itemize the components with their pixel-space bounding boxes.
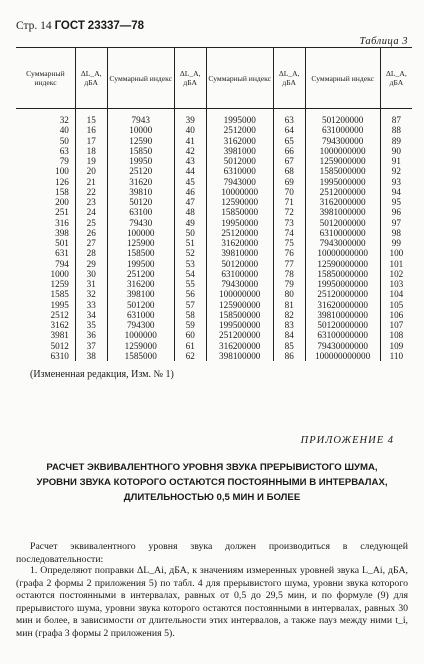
cell-total-index: 316200: [107, 279, 174, 289]
cell-total-index: 31620000000: [305, 300, 380, 310]
cell-total-index: 6310000: [206, 166, 273, 176]
cell-correction: 107: [380, 320, 412, 330]
cell-total-index: 12590000000: [305, 259, 380, 269]
cell-total-index: 199500000: [206, 320, 273, 330]
table-row: [16, 177, 412, 187]
cell-total-index: 50120000000: [305, 320, 380, 330]
cell-total-index: 631: [55, 248, 69, 259]
cell-total-index: 31620000: [206, 238, 273, 248]
cell-correction: 108: [380, 330, 412, 340]
cell-total-index: 158: [55, 186, 69, 197]
cell-total-index: 12590000: [206, 197, 273, 207]
cell-correction: 93: [380, 177, 412, 187]
cell-correction: 18: [75, 146, 107, 156]
table-row: [16, 269, 412, 279]
cell-total-index: 6310: [50, 350, 69, 361]
table-row: [16, 207, 412, 217]
cell-total-index: 3162000: [206, 136, 273, 146]
header-total-index: Суммарный индекс: [305, 48, 380, 109]
table-row: [16, 166, 412, 176]
cell-correction: 23: [75, 197, 107, 207]
cell-correction: 25: [75, 218, 107, 228]
cell-total-index: 794: [55, 258, 69, 269]
cell-total-index: 2512: [50, 309, 69, 320]
cell-correction: 66: [273, 146, 305, 156]
cell-correction: 46: [174, 187, 206, 197]
cell-total-index: 79430000000: [305, 341, 380, 351]
header-correction: ΔL_A, дБА: [273, 48, 305, 109]
cell-total-index: 6310000000: [305, 228, 380, 238]
cell-total-index: 158500000: [206, 310, 273, 320]
index-correction-table: [16, 47, 412, 361]
table-row: [16, 156, 412, 166]
header-total-index: Суммарный индекс: [107, 48, 174, 109]
cell-correction: 98: [380, 228, 412, 238]
cell-correction: 47: [174, 197, 206, 207]
table-row: [16, 238, 412, 248]
cell-correction: 16: [75, 125, 107, 135]
cell-total-index: 63100000: [206, 269, 273, 279]
cell-correction: 97: [380, 218, 412, 228]
cell-correction: 69: [273, 177, 305, 187]
cell-correction: 44: [174, 166, 206, 176]
cell-total-index: 63: [59, 145, 69, 156]
cell-correction: 32: [75, 289, 107, 299]
page-number: Стр. 14: [16, 20, 52, 32]
header-total-index: Суммарный индекс: [206, 48, 273, 109]
cell-correction: 64: [273, 125, 305, 135]
cell-total-index: 50120000: [206, 259, 273, 269]
cell-correction: 86: [273, 351, 305, 361]
table-row: [16, 125, 412, 135]
cell-correction: 33: [75, 300, 107, 310]
cell-correction: 22: [75, 187, 107, 197]
cell-correction: 79: [273, 279, 305, 289]
cell-total-index: 398100: [107, 289, 174, 299]
cell-total-index: 251: [55, 207, 69, 218]
cell-correction: 17: [75, 136, 107, 146]
cell-total-index: 1259000: [107, 341, 174, 351]
cell-correction: 51: [174, 238, 206, 248]
cell-total-index: 10000: [107, 125, 174, 135]
cell-total-index: 25120000000: [305, 289, 380, 299]
cell-total-index: 39810000: [206, 248, 273, 258]
page-header: [16, 20, 144, 32]
cell-correction: 57: [174, 300, 206, 310]
cell-correction: 49: [174, 218, 206, 228]
cell-correction: 45: [174, 177, 206, 187]
table-row: [16, 218, 412, 228]
cell-correction: 24: [75, 207, 107, 217]
table-row: [16, 248, 412, 258]
table-row: [16, 187, 412, 197]
appendix-label: ПРИЛОЖЕНИЕ 4: [300, 435, 394, 446]
cell-total-index: 3981000: [206, 146, 273, 156]
paragraph-intro: Расчет эквивалентного уровня звука должен производиться в следующей последовательности:: [16, 541, 408, 565]
table-row: [16, 300, 412, 310]
cell-total-index: 501200: [107, 300, 174, 310]
cell-total-index: 158500: [107, 248, 174, 258]
cell-total-index: 199500: [107, 259, 174, 269]
cell-correction: 88: [380, 125, 412, 135]
cell-total-index: 501: [55, 238, 69, 248]
section-title-line: РАСЧЕТ ЭКВИВАЛЕНТНОГО УРОВНЯ ЗВУКА ПРЕРЫВИСТОГО ШУМА,: [46, 462, 378, 473]
cell-total-index: 100000000000: [305, 351, 380, 361]
cell-total-index: 1259000000: [305, 156, 380, 166]
cell-correction: 96: [380, 207, 412, 217]
cell-total-index: 79: [59, 156, 69, 166]
cell-total-index: 40: [59, 125, 69, 136]
cell-correction: 48: [174, 207, 206, 217]
cell-total-index: 1000: [50, 268, 69, 279]
table-row: [16, 109, 412, 126]
cell-correction: 105: [380, 300, 412, 310]
cell-correction: 15: [75, 109, 107, 126]
cell-total-index: 15850: [107, 146, 174, 156]
cell-correction: 91: [380, 156, 412, 166]
cell-correction: 72: [273, 207, 305, 217]
cell-correction: 56: [174, 289, 206, 299]
table-row: [16, 330, 412, 340]
cell-correction: 89: [380, 136, 412, 146]
cell-total-index: 501200000: [305, 109, 380, 126]
cell-total-index: 200: [55, 197, 69, 207]
cell-total-index: 12590: [107, 136, 174, 146]
cell-correction: 65: [273, 136, 305, 146]
cell-correction: 76: [273, 248, 305, 258]
cell-total-index: 1995000000: [305, 177, 380, 187]
cell-total-index: 50: [59, 135, 69, 146]
cell-correction: 26: [75, 228, 107, 238]
section-title-line: ДЛИТЕЛЬНОСТЬЮ 0,5 МИН И БОЛЕЕ: [123, 492, 301, 503]
cell-total-index: 1000000: [107, 330, 174, 340]
cell-total-index: 2512000000: [305, 187, 380, 197]
cell-correction: 53: [174, 259, 206, 269]
table-row: [16, 320, 412, 330]
cell-total-index: 1585000000: [305, 166, 380, 176]
cell-correction: 102: [380, 269, 412, 279]
cell-total-index: 100: [55, 166, 69, 177]
cell-total-index: 1585: [50, 289, 69, 300]
cell-correction: 29: [75, 259, 107, 269]
cell-total-index: 5012: [50, 340, 69, 351]
cell-total-index: 794300: [107, 320, 174, 330]
cell-correction: 27: [75, 238, 107, 248]
cell-total-index: 15850000000: [305, 269, 380, 279]
table-row: [16, 310, 412, 320]
cell-total-index: 25120: [107, 166, 174, 176]
cell-correction: 59: [174, 320, 206, 330]
section-title-line: УРОВНИ ЗВУКА КОТОРОГО ОСТАЮТСЯ ПОСТОЯННЫМИ В ИНТЕРВАЛАХ,: [36, 477, 388, 488]
cell-total-index: 100000: [107, 228, 174, 238]
cell-correction: 63: [273, 109, 305, 126]
cell-total-index: 251200000: [206, 330, 273, 340]
cell-correction: 60: [174, 330, 206, 340]
cell-correction: 103: [380, 279, 412, 289]
cell-total-index: 39810000000: [305, 310, 380, 320]
cell-total-index: 19950: [107, 156, 174, 166]
cell-total-index: 63100: [107, 207, 174, 217]
cell-total-index: 15850000: [206, 207, 273, 217]
cell-total-index: 2512000: [206, 125, 273, 135]
cell-correction: 99: [380, 238, 412, 248]
table-row: [16, 259, 412, 269]
table-row: [16, 279, 412, 289]
cell-correction: 41: [174, 136, 206, 146]
cell-correction: 28: [75, 248, 107, 258]
cell-correction: 58: [174, 310, 206, 320]
cell-total-index: 631000: [107, 310, 174, 320]
cell-total-index: 63100000000: [305, 330, 380, 340]
header-total-index: Суммарный индекс: [16, 48, 75, 109]
cell-total-index: 1000000000: [305, 146, 380, 156]
cell-total-index: 7943000: [206, 177, 273, 187]
cell-correction: 84: [273, 330, 305, 340]
table-caption: Таблица 3: [359, 36, 408, 47]
cell-total-index: 125900: [107, 238, 174, 248]
cell-correction: 43: [174, 156, 206, 166]
cell-total-index: 19950000000: [305, 279, 380, 289]
table-row: [16, 197, 412, 207]
cell-total-index: 631000000: [305, 125, 380, 135]
cell-total-index: 3981: [50, 330, 69, 341]
cell-total-index: 79430: [107, 218, 174, 228]
cell-correction: 37: [75, 341, 107, 351]
cell-total-index: 10000000: [206, 187, 273, 197]
cell-total-index: 1585000: [107, 351, 174, 361]
cell-total-index: 1995000: [206, 109, 273, 126]
cell-total-index: 251200: [107, 269, 174, 279]
cell-correction: 100: [380, 248, 412, 258]
cell-total-index: 126: [55, 176, 69, 187]
cell-total-index: 25120000: [206, 228, 273, 238]
cell-total-index: 7943000000: [305, 238, 380, 248]
cell-correction: 90: [380, 146, 412, 156]
cell-correction: 52: [174, 248, 206, 258]
cell-total-index: 316200000: [206, 341, 273, 351]
table-row: [16, 341, 412, 351]
cell-total-index: 5012000000: [305, 218, 380, 228]
cell-correction: 30: [75, 269, 107, 279]
cell-correction: 80: [273, 289, 305, 299]
cell-correction: 31: [75, 279, 107, 289]
cell-total-index: 31620: [107, 177, 174, 187]
cell-total-index: 1995: [50, 299, 69, 310]
cell-correction: 54: [174, 269, 206, 279]
cell-correction: 85: [273, 341, 305, 351]
standard-number: 23337—78: [87, 20, 145, 32]
cell-total-index: 50120: [107, 197, 174, 207]
cell-correction: 39: [174, 109, 206, 126]
cell-correction: 68: [273, 166, 305, 176]
cell-correction: 77: [273, 259, 305, 269]
cell-correction: 92: [380, 166, 412, 176]
cell-total-index: 10000000000: [305, 248, 380, 258]
cell-total-index: 32: [59, 115, 69, 125]
standard-label: ГОСТ: [54, 20, 85, 32]
cell-correction: 94: [380, 187, 412, 197]
cell-correction: 35: [75, 320, 107, 330]
cell-total-index: 316: [55, 217, 69, 228]
cell-total-index: 39810: [107, 187, 174, 197]
cell-correction: 21: [75, 177, 107, 187]
header-correction: ΔL_A, дБА: [75, 48, 107, 109]
paragraph-step-1: 1. Определяют поправки ΔL_Ai, дБА, к значениям измеренных уровней звука L_Ai, дБА, (графа 2 формы 2 приложения 5) по табл. 4 для прерывистого шума, уровни звука которого остаются постоянными в интервалах, равных от 0,5 до 29,5 мин, и по формуле (9) для прерывистого шума, уровни звука которого остаются постоянными в интервалах, равных 30 мин и более, в зависимости от длительности этих интервалов, а также пауз между ними t_i, мин (графа 3 формы 2 приложения 5).: [16, 565, 408, 639]
cell-correction: 70: [273, 187, 305, 197]
table-row: [16, 228, 412, 238]
header-correction: ΔL_A, дБА: [380, 48, 412, 109]
cell-correction: 110: [380, 351, 412, 361]
cell-correction: 95: [380, 197, 412, 207]
cell-correction: 75: [273, 238, 305, 248]
cell-correction: 78: [273, 269, 305, 279]
cell-correction: 50: [174, 228, 206, 238]
cell-total-index: 100000000: [206, 289, 273, 299]
table-row: [16, 146, 412, 156]
cell-correction: 74: [273, 228, 305, 238]
cell-correction: 62: [174, 351, 206, 361]
amendment-note: (Измененная редакция, Изм. № 1): [30, 369, 174, 380]
table-row: [16, 289, 412, 299]
table-header-row: [16, 48, 412, 109]
cell-correction: 106: [380, 310, 412, 320]
cell-correction: 83: [273, 320, 305, 330]
table-body: [16, 109, 412, 362]
cell-total-index: 3981000000: [305, 207, 380, 217]
table-row: [16, 351, 412, 361]
cell-total-index: 5012000: [206, 156, 273, 166]
cell-correction: 101: [380, 259, 412, 269]
cell-total-index: 398: [55, 227, 69, 238]
cell-total-index: 3162: [50, 320, 69, 330]
cell-correction: 71: [273, 197, 305, 207]
cell-correction: 55: [174, 279, 206, 289]
cell-total-index: 398100000: [206, 351, 273, 361]
cell-correction: 67: [273, 156, 305, 166]
cell-correction: 82: [273, 310, 305, 320]
cell-total-index: 794300000: [305, 136, 380, 146]
cell-correction: 73: [273, 218, 305, 228]
cell-correction: 34: [75, 310, 107, 320]
cell-correction: 81: [273, 300, 305, 310]
cell-correction: 42: [174, 146, 206, 156]
cell-total-index: 7943: [107, 109, 174, 126]
cell-correction: 20: [75, 166, 107, 176]
cell-correction: 36: [75, 330, 107, 340]
section-title: [16, 460, 408, 505]
cell-total-index: 3162000000: [305, 197, 380, 207]
cell-total-index: 1259: [50, 279, 69, 289]
cell-correction: 38: [75, 351, 107, 361]
cell-total-index: 79430000: [206, 279, 273, 289]
cell-total-index: 19950000: [206, 218, 273, 228]
cell-correction: 61: [174, 341, 206, 351]
cell-correction: 104: [380, 289, 412, 299]
cell-correction: 40: [174, 125, 206, 135]
cell-correction: 19: [75, 156, 107, 166]
header-correction: ΔL_A, дБА: [174, 48, 206, 109]
cell-total-index: 125900000: [206, 300, 273, 310]
cell-correction: 87: [380, 109, 412, 126]
cell-correction: 109: [380, 341, 412, 351]
table-row: [16, 136, 412, 146]
